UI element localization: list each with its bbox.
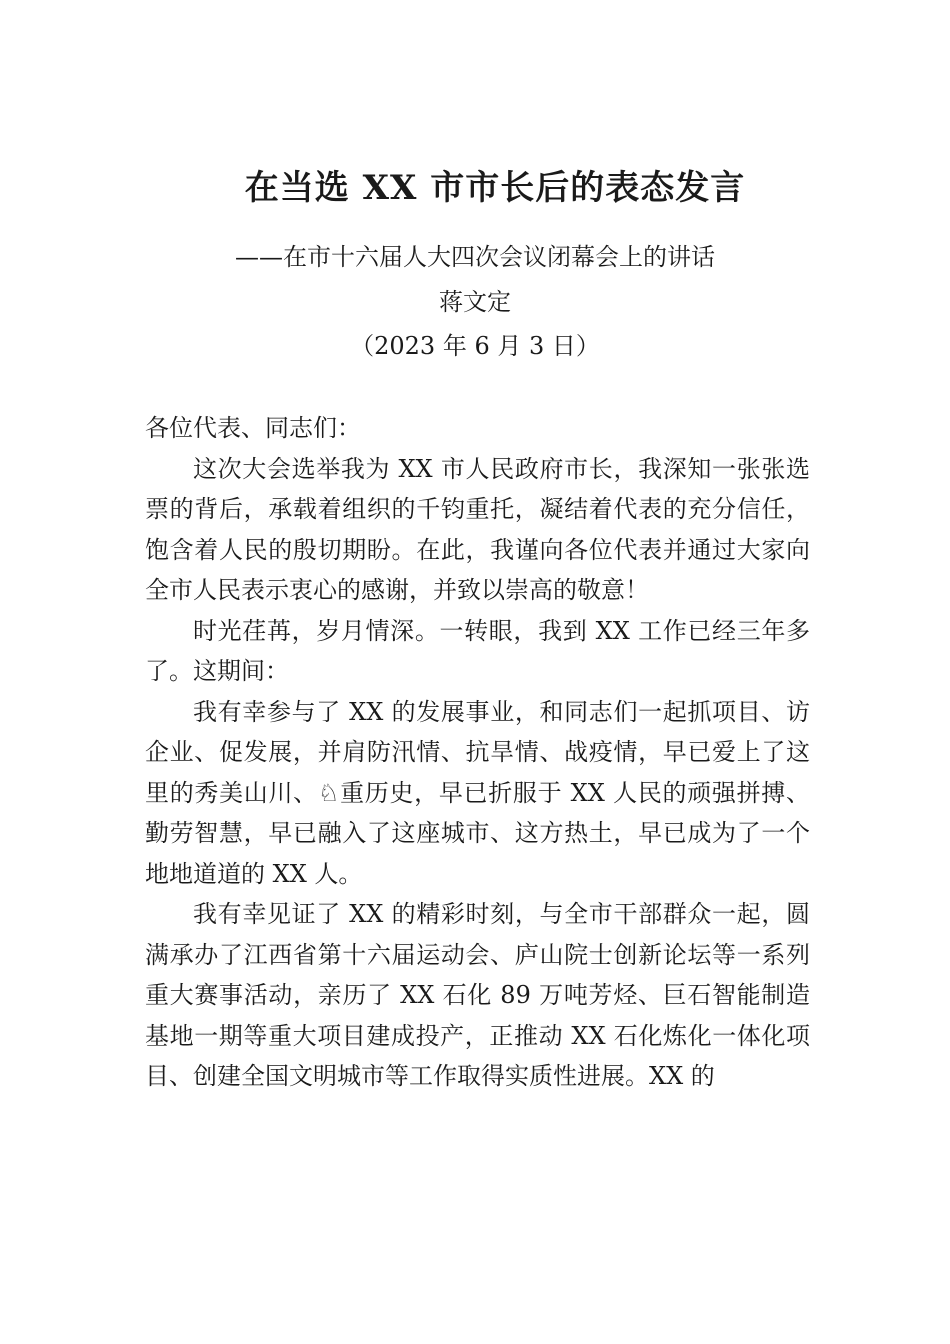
document-date: （2023 年 6 月 3 日）	[350, 332, 600, 360]
body-paragraph-4: 我有幸见证了 XX 的精彩时刻，与全市干部群众一起，圆满承办了江西省第十六届运动会、庐山院士创新论坛等一系列重大赛事活动，亲历了 XX 石化 89 万吨芳烃、巨石智能制造基地一期等重大项目建成投产，正推动 XX 石化炼化一体化项目、创建全国文明城市等工作取得实质性进展。XX 的	[145, 900, 810, 1090]
document-body	[145, 408, 810, 1097]
salutation: 各位代表、同志们：	[145, 414, 361, 442]
document-subtitle: ——在市十六届人大四次会议闭幕会上的讲话	[235, 243, 715, 271]
body-paragraph-2: 时光荏苒，岁月情深。一转眼，我到 XX 工作已经三年多了。这期间：	[145, 616, 810, 685]
body-paragraph-1: 这次大会选举我为 XX 市人民政府市长，我深知一张张选票的背后，承载着组织的千钧重托，凝结着代表的充分信任，饱含着人民的殷切期盼。在此，我谨向各位代表并通过大家向全市人民表示衷心的感谢，并致以崇高的敬意！	[145, 454, 810, 604]
document-title: 在当选 XX 市市长后的表态发言	[244, 168, 746, 208]
document-author: 蒋文定	[439, 288, 511, 316]
body-paragraph-3: 我有幸参与了 XX 的发展事业，和同志们一起抓项目、访企业、促发展，并肩防汛情、抗旱情、战疫情，早已爱上了这里的秀美山川、♘重历史，早已折服于 XX 人民的顽强拼搏、勤劳智慧，早已融入了这座城市、这方热土，早已成为了一个地地道道的 XX 人。	[145, 697, 810, 888]
